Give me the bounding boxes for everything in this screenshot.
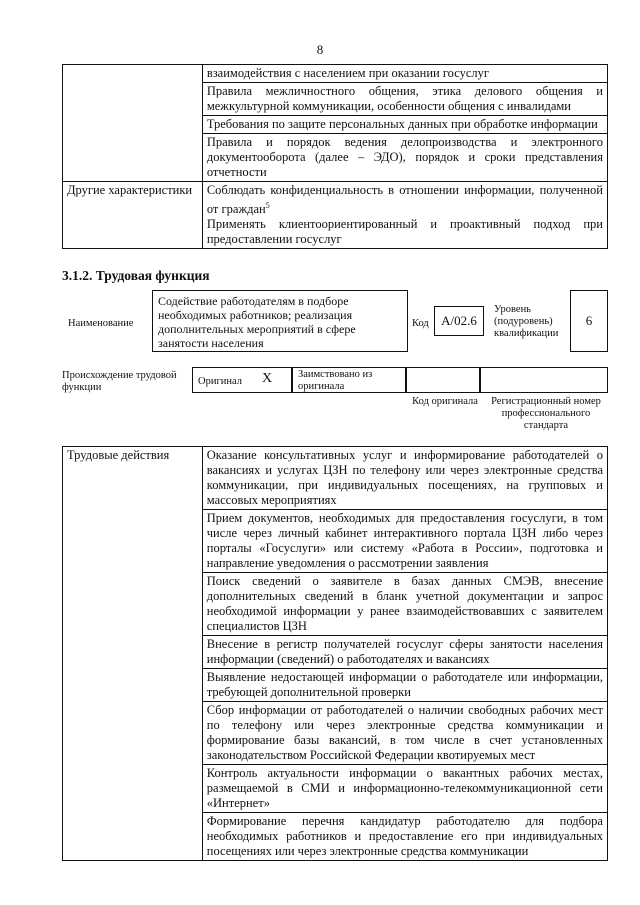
code-original-box (406, 367, 480, 393)
table-row (63, 65, 608, 83)
function-code: A/02.6 (434, 306, 484, 336)
section-title: 3.1.2. Трудовая функция (62, 268, 210, 283)
other-characteristics-label: Другие характеристики (63, 182, 203, 249)
action-item: Внесение в регистр получателей госуслуг сферы занятости населения информации (сведений) о работодателях и вакансиях (202, 636, 607, 669)
characteristic-item: Соблюдать конфиденциальность в отношении информации, полученной от граждан (206, 183, 603, 217)
original-label: Оригинал (198, 376, 242, 387)
knowledge-item: взаимодействия с населением при оказании госуслуг (202, 65, 607, 83)
knowledge-table (62, 64, 608, 249)
original-mark: X (262, 371, 273, 386)
name-label: Наименование (68, 318, 134, 329)
page-number: 8 (316, 42, 324, 57)
level-label: Уровень (подуровень) квалификации (494, 304, 559, 339)
action-item: Контроль актуальности информации о вакантных рабочих местах, размещаемой в СМИ и информационно-телекоммуникационной сети «Интернет» (202, 765, 607, 813)
function-name: Содействие работодателям в подборе необходимых работников; реализация дополнительных мероприятий в сфере занятости населения (152, 290, 408, 352)
knowledge-item: Правила и порядок ведения делопроизводства и электронного документооборота (далее – ЭДО), порядок и сроки представления отчетности (202, 134, 607, 182)
level-value: 6 (570, 290, 608, 352)
knowledge-item: Правила межличностного общения, этика делового общения и межкультурной коммуникации, особенности общения с инвалидами (202, 83, 607, 116)
action-item: Формирование перечня кандидатур работодателю для подбора необходимых работников и предоставление его при индивидуальных посещениях или через электронные средства коммуникации (202, 813, 607, 861)
table-row (63, 182, 608, 249)
row-label-empty (63, 65, 203, 182)
origin-label: Происхождение трудовой функции (62, 370, 177, 393)
footnote-mark: 5 (265, 201, 270, 210)
actions-table (62, 446, 608, 861)
actions-label: Трудовые действия (63, 447, 203, 861)
reg-number-caption: Регистрационный номер профессионального стандарта (491, 396, 601, 431)
characteristics-cell (202, 182, 607, 249)
code-original-caption: Код оригинала (412, 396, 478, 407)
borrowed-label: Заимствовано из оригинала (298, 369, 373, 392)
knowledge-item: Требования по защите персональных данных при обработке информации (202, 116, 607, 134)
action-item: Поиск сведений о заявителе в базах данных СМЭВ, внесение дополнительных сведений в бланк учетной документации и запрос необходимой информации у ранее взаимодействовавших с заявителем специалистов ЦЗН (202, 573, 607, 636)
table-row (63, 447, 608, 510)
action-item: Прием документов, необходимых для предоставления госуслуги, в том числе через личный кабинет интерактивного портала ЦЗН либо через порталы «Госуслуги» или систему «Работа в России», подготовка и направление уведомления о рассмотрении заявления (202, 510, 607, 573)
reg-number-box (480, 367, 608, 393)
action-item: Выявление недостающей информации о работодателе или информации, требующей дополнительной проверки (202, 669, 607, 702)
action-item: Сбор информации от работодателей о наличии свободных рабочих мест по телефону или через электронные средства коммуникации и формирование базы вакансий, в том числе в счет установленных законодательством Российской Федерации квотируемых мест (202, 702, 607, 765)
code-label: Код (412, 318, 429, 329)
action-item: Оказание консультативных услуг и информирование работодателей о вакансиях и услугах ЦЗН по телефону или через электронные средства коммуникации, при индивидуальных посещениях, на групповых и массовых мероприятиях (202, 447, 607, 510)
characteristic-item: Применять клиентоориентированный и проактивный подход при предоставлении госуслуг (206, 217, 603, 247)
